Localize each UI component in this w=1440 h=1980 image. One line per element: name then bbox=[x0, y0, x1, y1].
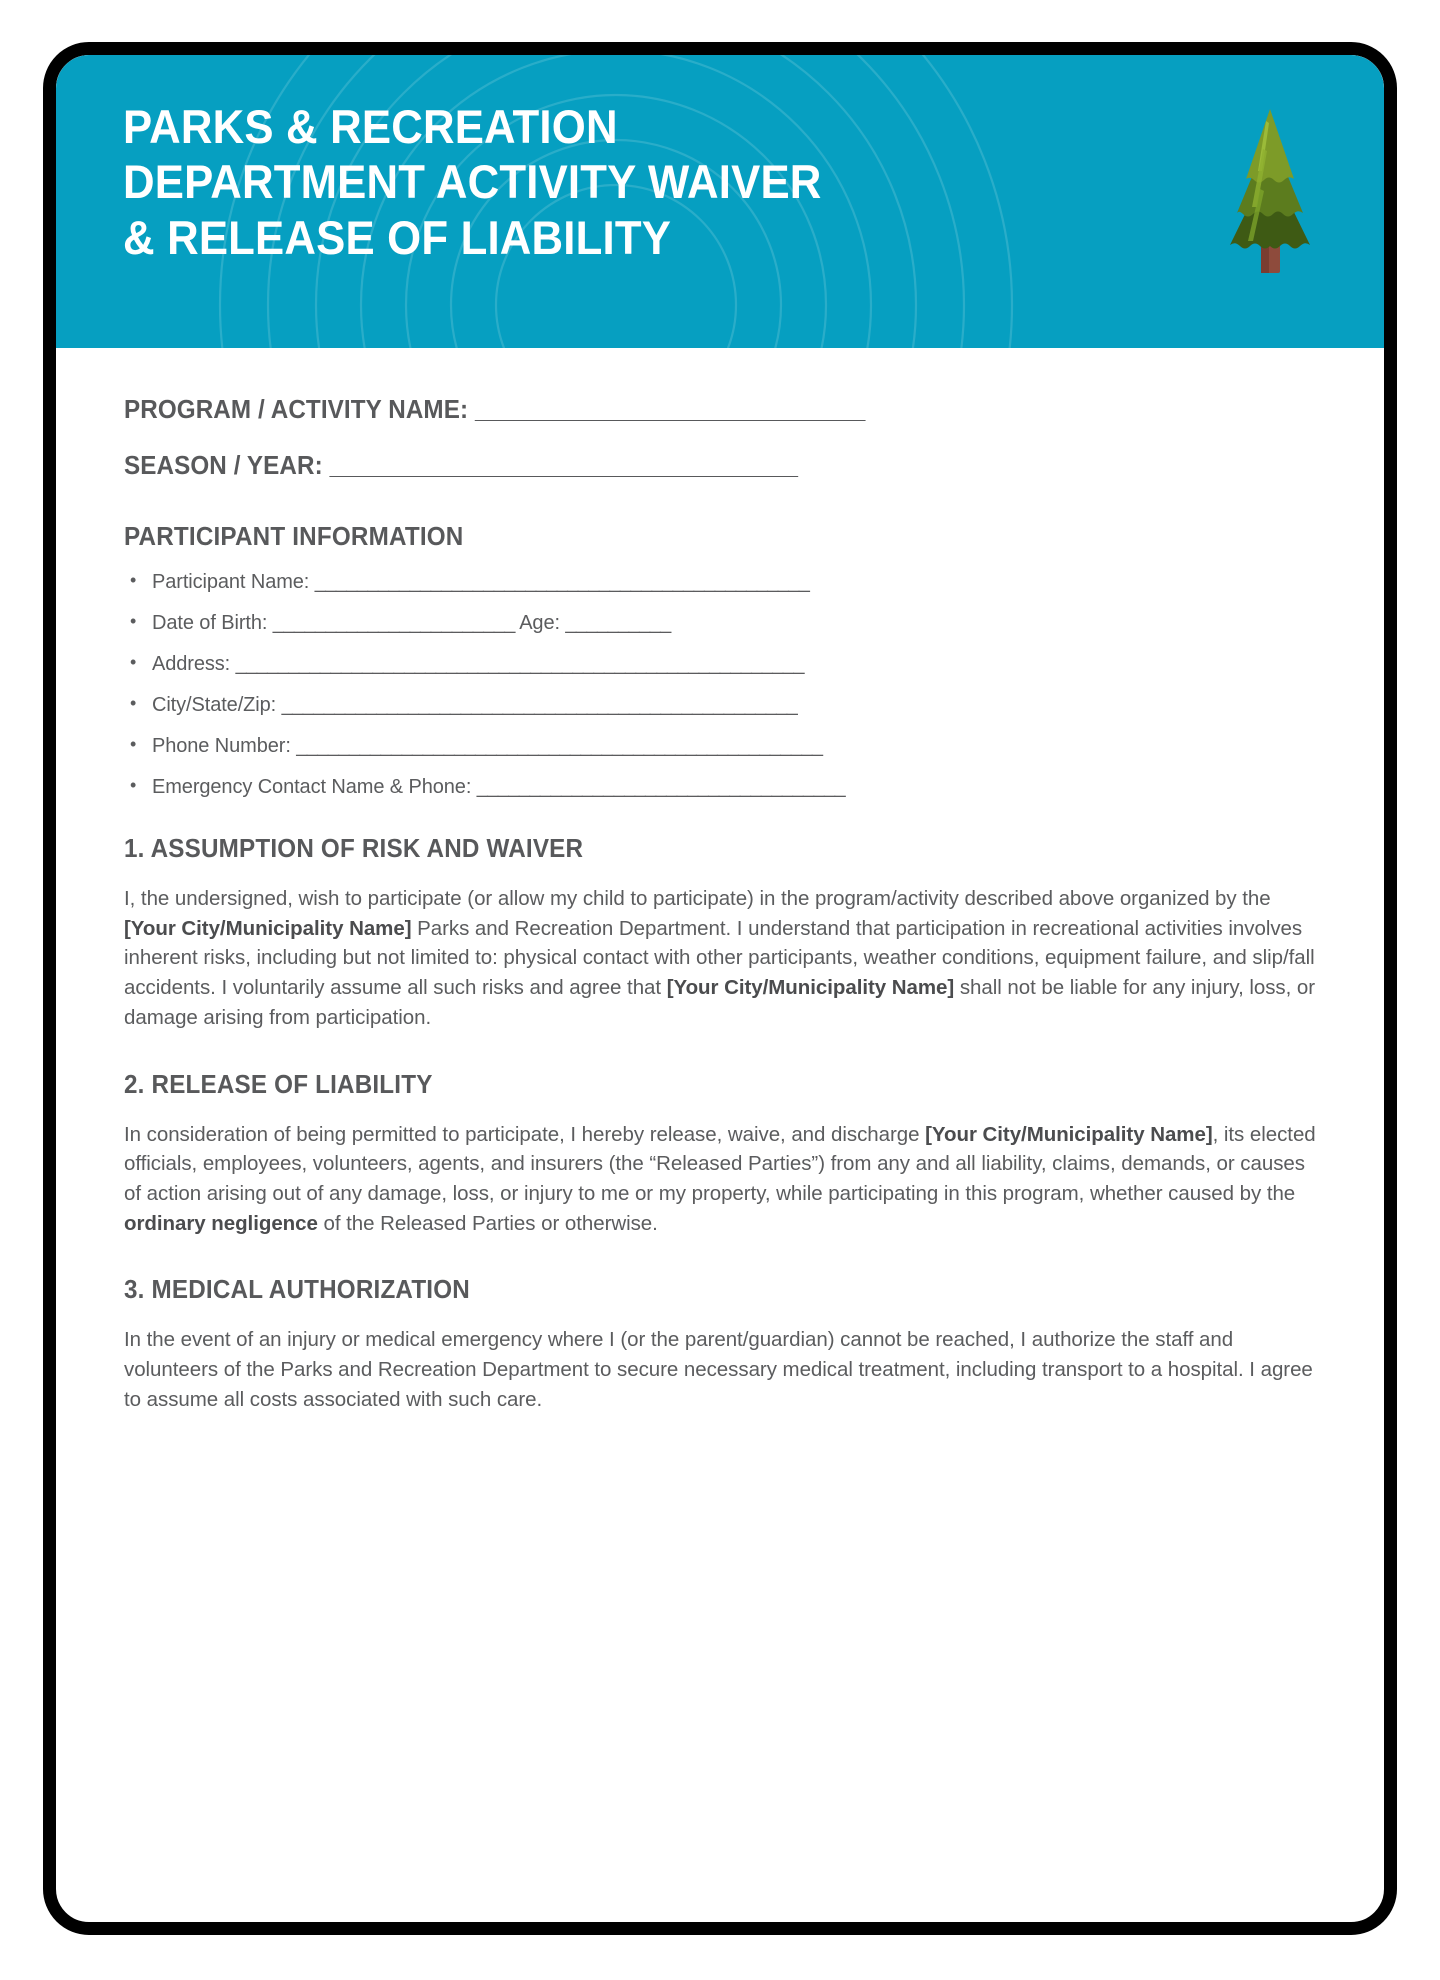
field-label: Phone Number: bbox=[152, 735, 291, 757]
participant-information-list bbox=[124, 572, 1316, 797]
plain-text: I, the undersigned, wish to participate (or allow my child to participate) in the program/activity described above organized by the bbox=[124, 887, 1271, 910]
section-body bbox=[124, 1120, 1316, 1239]
document-body bbox=[56, 348, 1384, 1415]
evergreen-tree-icon bbox=[1222, 105, 1318, 282]
field-fill-rule[interactable]: _______________________________________________ bbox=[314, 571, 810, 593]
field-fill-rule[interactable]: ______________________________ bbox=[474, 396, 865, 424]
field-label: PROGRAM / ACTIVITY NAME: bbox=[124, 396, 469, 424]
section-assumption-of-risk bbox=[124, 835, 1316, 1033]
field-label: SEASON / YEAR: bbox=[124, 452, 323, 480]
section-body bbox=[124, 1325, 1316, 1414]
field-fill-rule[interactable]: ____________________________________ bbox=[329, 452, 798, 480]
section-heading: 1. ASSUMPTION OF RISK AND WAIVER bbox=[124, 835, 584, 863]
plain-text: In the event of an injury or medical emergency where I (or the parent/guardian) cannot be reached, I authorize the staff and volunteers of the Parks and Recreation Department to secure necessary medical treatment, including transport to a hospital. I agree to assume all costs associated with such care. bbox=[124, 1328, 1313, 1411]
field-label: City/State/Zip: bbox=[152, 694, 277, 716]
field-label: Date of Birth: bbox=[152, 612, 268, 634]
document-page-frame bbox=[43, 42, 1397, 1935]
plain-text: of the Released Parties or otherwise. bbox=[317, 1211, 658, 1235]
field-label: Emergency Contact Name & Phone: bbox=[152, 776, 472, 798]
field-fill-rule[interactable]: _________________________________________________ bbox=[281, 694, 798, 716]
plain-text: In consideration of being permitted to participate, I hereby release, waive, and discharge bbox=[124, 1122, 926, 1146]
field-label: Address: bbox=[152, 653, 231, 675]
plain-text: Parks and Recreation Department. I understand that participation in recreational activities involves inherent risks, including but not limited to: physical contact with other participants, weather conditions, equipment failure, and slip/fall accidents. I voluntarily assume all such risks and agree that bbox=[124, 916, 1315, 1000]
list-item bbox=[152, 695, 1316, 715]
document-page bbox=[56, 55, 1384, 1922]
field-label-age: Age: bbox=[519, 612, 560, 634]
list-item bbox=[152, 736, 1316, 756]
plain-text: , its elected officials, employees, volunteers, agents, and insurers (the “Released Parties”) from any and all liability, claims, demands, or causes of action arising out of any damage, loss, or injury to me or my property, while participating in this program, whether caused by the bbox=[124, 1122, 1316, 1206]
field-fill-rule[interactable]: ______________________________________________________ bbox=[235, 653, 804, 675]
section-release-of-liability bbox=[124, 1071, 1316, 1239]
list-item bbox=[152, 777, 1316, 797]
section-heading: 3. MEDICAL AUTHORIZATION bbox=[124, 1276, 470, 1305]
section-medical-authorization bbox=[124, 1276, 1316, 1414]
page-title: PARKS & RECREATION DEPARTMENT ACTIVITY WAIVER & RELEASE OF LIABILITY bbox=[123, 100, 822, 264]
list-item bbox=[152, 654, 1316, 674]
participant-information-heading: PARTICIPANT INFORMATION bbox=[124, 523, 464, 551]
program-fields bbox=[124, 396, 1316, 481]
section-body bbox=[124, 884, 1316, 1033]
field-fill-rule[interactable]: ___________________________________ bbox=[476, 776, 846, 798]
emphasis-text: ordinary negligence bbox=[124, 1211, 318, 1235]
field-fill-rule[interactable]: __________________________________________________ bbox=[296, 735, 823, 757]
field-label: Participant Name: bbox=[152, 571, 310, 593]
field-fill-rule[interactable]: _______________________ bbox=[272, 612, 515, 634]
field-program-activity-name bbox=[124, 396, 1256, 425]
field-season-year bbox=[124, 452, 1256, 481]
emphasis-text: [Your City/Municipality Name] bbox=[666, 976, 955, 1000]
list-item bbox=[152, 572, 1316, 592]
emphasis-text: [Your City/Municipality Name] bbox=[925, 1122, 1213, 1146]
plain-text: shall not be liable for any injury, loss, or damage arising from participation. bbox=[124, 976, 1316, 1029]
section-heading: 2. RELEASE OF LIABILITY bbox=[124, 1070, 433, 1099]
field-fill-rule-age[interactable]: __________ bbox=[565, 612, 671, 634]
list-item bbox=[152, 613, 1316, 633]
emphasis-text: [Your City/Municipality Name] bbox=[124, 916, 412, 940]
document-header bbox=[56, 55, 1384, 348]
